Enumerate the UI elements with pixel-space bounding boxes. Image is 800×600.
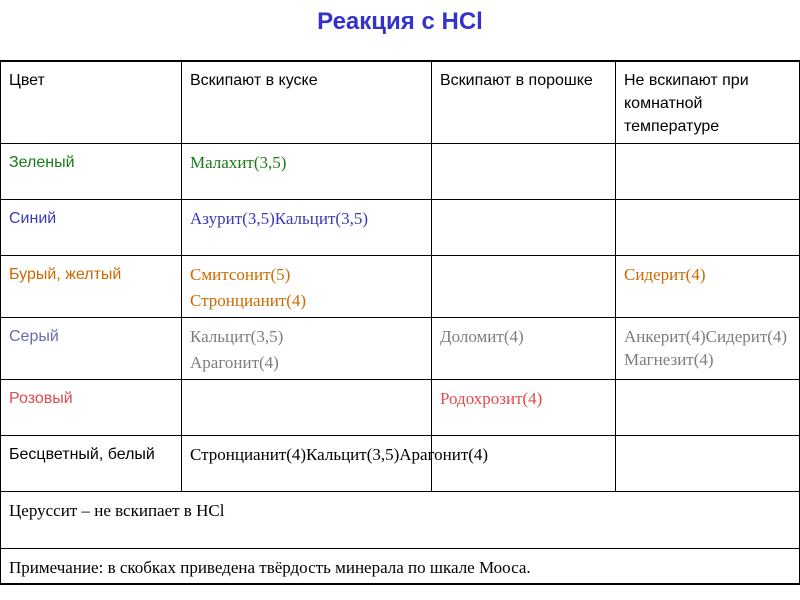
mineral-entry: Сидерит(4): [624, 264, 706, 284]
in-piece-cell: [182, 143, 432, 199]
mineral-entry: Родохрозит(4): [440, 388, 543, 408]
color-cell-green: Зеленый: [1, 143, 182, 199]
table-header-row: [1, 61, 800, 143]
mineral-entry: Стронцианит(4)Кальцит(3,5)Арагонит(4): [190, 444, 489, 464]
no-boil-cell: [616, 199, 800, 255]
footer-note-row: [1, 491, 800, 548]
mineral-entry: Анкерит(4)Сидерит(4)Магнезит(4): [624, 326, 788, 369]
color-cell-pink: Розовый: [1, 379, 182, 435]
color-cell-brown-yellow: Бурый, желтый: [1, 255, 182, 317]
no-boil-cell: [616, 255, 800, 317]
mineral-entry: Арагонит(4): [190, 352, 279, 372]
color-cell-gray: Серый: [1, 317, 182, 379]
mineral-entry: Азурит(3,5)Кальцит(3,5): [190, 208, 368, 228]
in-powder-cell: [432, 317, 616, 379]
header-in-powder: Вскипают в порошке: [432, 61, 616, 143]
in-piece-cell: [182, 199, 432, 255]
in-piece-cell: [182, 317, 432, 379]
in-powder-cell: [432, 379, 616, 435]
no-boil-cell: [616, 143, 800, 199]
in-piece-cell: [182, 435, 489, 491]
table-row: [1, 379, 800, 435]
mineral-entry: Малахит(3,5): [190, 152, 287, 172]
header-no-boil: Не вскипают при комнатной температуре: [616, 61, 800, 143]
table-row: [1, 143, 800, 199]
in-piece-cell: [182, 379, 432, 435]
no-boil-cell: [616, 317, 800, 379]
color-cell-colorless-white: Бесцветный, белый: [1, 435, 182, 491]
in-powder-cell: [432, 143, 616, 199]
no-boil-cell: [616, 379, 800, 435]
table-row: [1, 435, 800, 491]
table-row: [1, 317, 800, 379]
mineral-entry: Смитсонит(5): [190, 264, 291, 284]
table-row: [1, 199, 800, 255]
header-in-piece: Вскипают в куске: [182, 61, 432, 143]
header-color: Цвет: [1, 61, 182, 143]
mohs-scale-note: Примечание: в скобках приведена твёрдость минерала по шкале Мооса.: [1, 548, 800, 584]
no-boil-cell: [616, 435, 800, 491]
color-cell-blue: Синий: [1, 199, 182, 255]
table-row: [1, 255, 800, 317]
cerussite-note: Церуссит – не вскипает в HCl: [1, 491, 800, 548]
mineral-entry: Кальцит(3,5): [190, 326, 284, 346]
in-piece-cell: [182, 255, 432, 317]
page-title: Реакция с HCl: [317, 8, 483, 35]
footer-note-row: [1, 548, 800, 584]
mineral-entry: Стронцианит(4): [190, 290, 307, 310]
in-powder-cell: [432, 199, 616, 255]
mineral-entry: Доломит(4): [440, 326, 524, 346]
hcl-reaction-table: [0, 60, 800, 585]
in-powder-cell: [432, 255, 616, 317]
